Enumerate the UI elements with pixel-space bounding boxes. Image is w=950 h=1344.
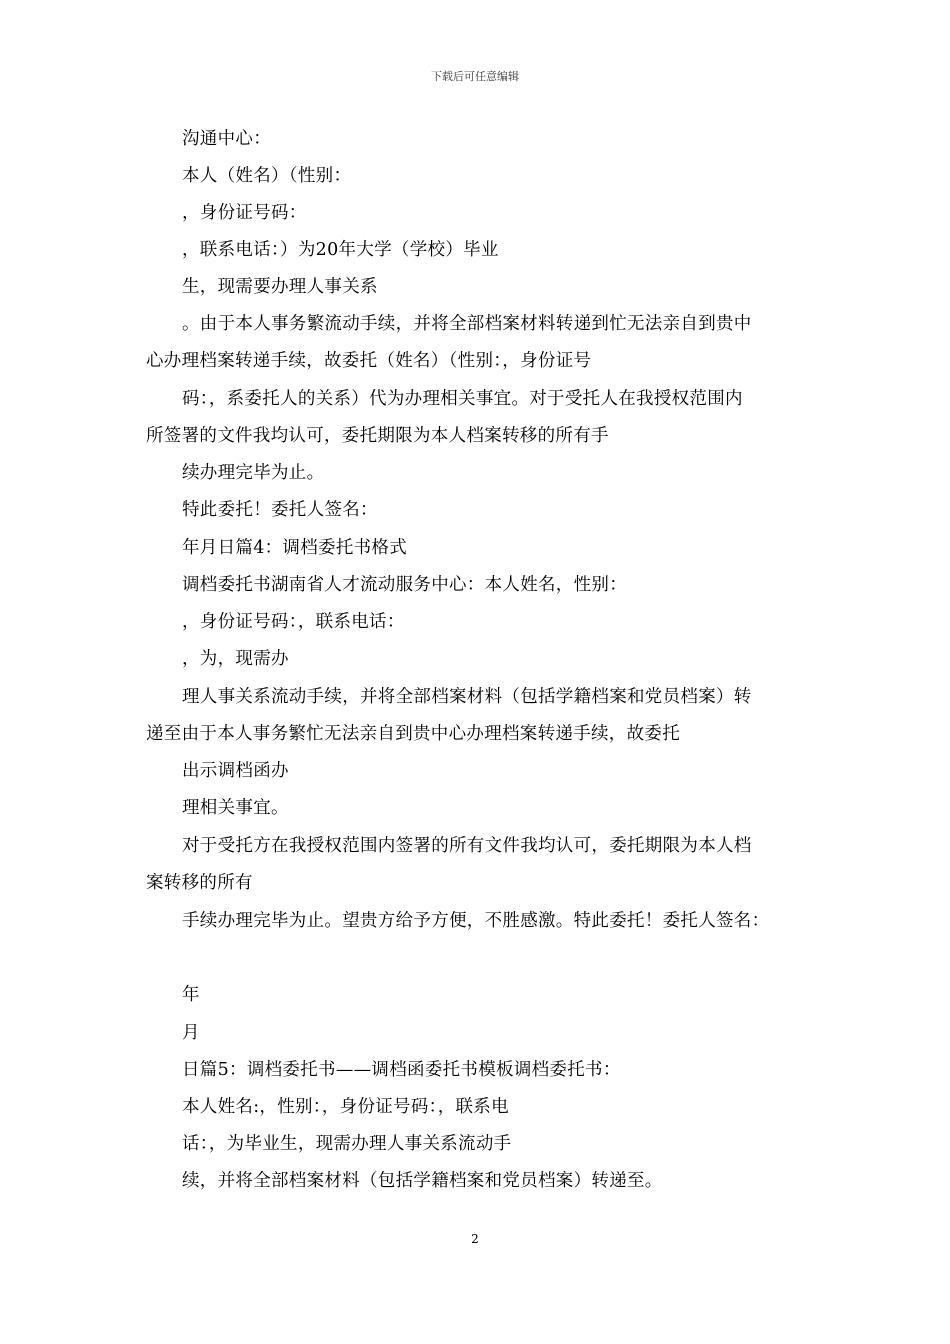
text-line: 对于受托方在我授权范围内签署的所有文件我均认可，委托期限为本人档 [182, 836, 752, 856]
text-line: 本人姓名:，性别：，身份证号码：，联系电 [182, 1097, 509, 1117]
text-line: 案转移的所有 [146, 873, 253, 893]
text-line: 续，并将全部档案材料（包括学籍档案和党员档案）转递至。 [182, 1171, 663, 1191]
text-line: ，身份证号码：，联系电话： [182, 612, 405, 632]
text-line: 生，现需要办理人事关系 [182, 277, 378, 297]
text-line: ，为，现需办 [182, 649, 289, 669]
text-line: 心办理档案转递手续，故委托（姓名）（性别：，身份证号 [146, 351, 592, 371]
text-line: 。由于本人事务繁流动手续，并将全部档案材料转递到忙无法亲自到贵中 [182, 314, 752, 334]
text-line: 理相关事宜。 [182, 798, 289, 818]
text-line: 特此委托！委托人签名： [182, 500, 378, 520]
text-line: 调档委托书湖南省人才流动服务中心：本人姓名，性别： [182, 575, 627, 595]
text-line: 理人事关系流动手续，并将全部档案材料（包括学籍档案和党员档案）转 [182, 687, 752, 707]
text-line: 日篇5：调档委托书——调档函委托书模板调档委托书： [182, 1060, 621, 1080]
text-line: 所签署的文件我均认可，委托期限为本人档案转移的所有手 [146, 426, 609, 446]
text-line: 年 [182, 985, 200, 1005]
page-header: 下载后可任意编辑 [431, 70, 519, 83]
text-line: ，联系电话：）为20年大学（学校）毕业 [182, 240, 499, 260]
text-line: 手续办理完毕为止。望贵方给予方便，不胜感激。特此委托！委托人签名： [182, 911, 770, 931]
text-line: 年月日篇4：调档委托书格式 [182, 538, 408, 558]
page-number: 2 [471, 1232, 479, 1246]
text-line: 沟通中心： [182, 129, 271, 149]
text-line: 出示调档函办 [182, 761, 289, 781]
text-line: ，身份证号码： [182, 203, 307, 223]
text-line: 码：，系委托人的关系）代为办理相关事宜。对于受托人在我授权范围内 [182, 389, 743, 409]
text-line: 递至由于本人事务繁忙无法亲自到贵中心办理档案转递手续，故委托 [146, 724, 680, 744]
text-line: 本人（姓名）（性别： [182, 166, 352, 186]
text-line: 续办理完毕为止。 [182, 463, 325, 483]
text-line: 月 [182, 1023, 200, 1043]
text-line: 话：，为毕业生，现需办理人事关系流动手 [182, 1134, 512, 1154]
